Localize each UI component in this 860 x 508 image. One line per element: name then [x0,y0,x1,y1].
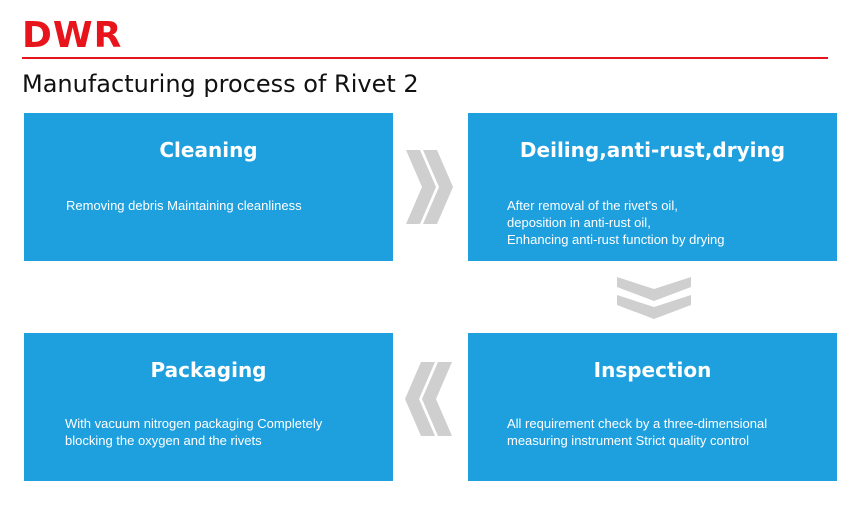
step-title: Deiling,anti-rust,drying [519,138,786,162]
step-box-cleaning [24,113,393,261]
step-box-packaging [24,333,393,481]
step-box-deiling [468,113,837,261]
step-description: With vacuum nitrogen packaging Completely blocking the oxygen and the rivets [65,416,323,448]
header-divider [22,57,828,59]
double-chevron-right-icon [404,150,454,224]
step-description: Removing debris Maintaining cleanliness [66,198,302,213]
step-description: All requirement check by a three-dimensional measuring instrument Strict quality control [507,416,768,448]
step-title: Cleaning [159,138,258,162]
step-description: After removal of the rivet's oil, deposition in anti-rust oil, Enhancing anti-rust function by drying [507,198,725,247]
page-title: Manufacturing process of Rivet 2 [22,70,419,98]
step-title: Packaging [150,358,267,382]
step-box-inspection [468,333,837,481]
double-chevron-down-icon [617,275,691,321]
double-chevron-left-icon [404,362,454,436]
brand-logo: DWR [22,15,123,56]
step-title: Inspection [593,358,712,382]
